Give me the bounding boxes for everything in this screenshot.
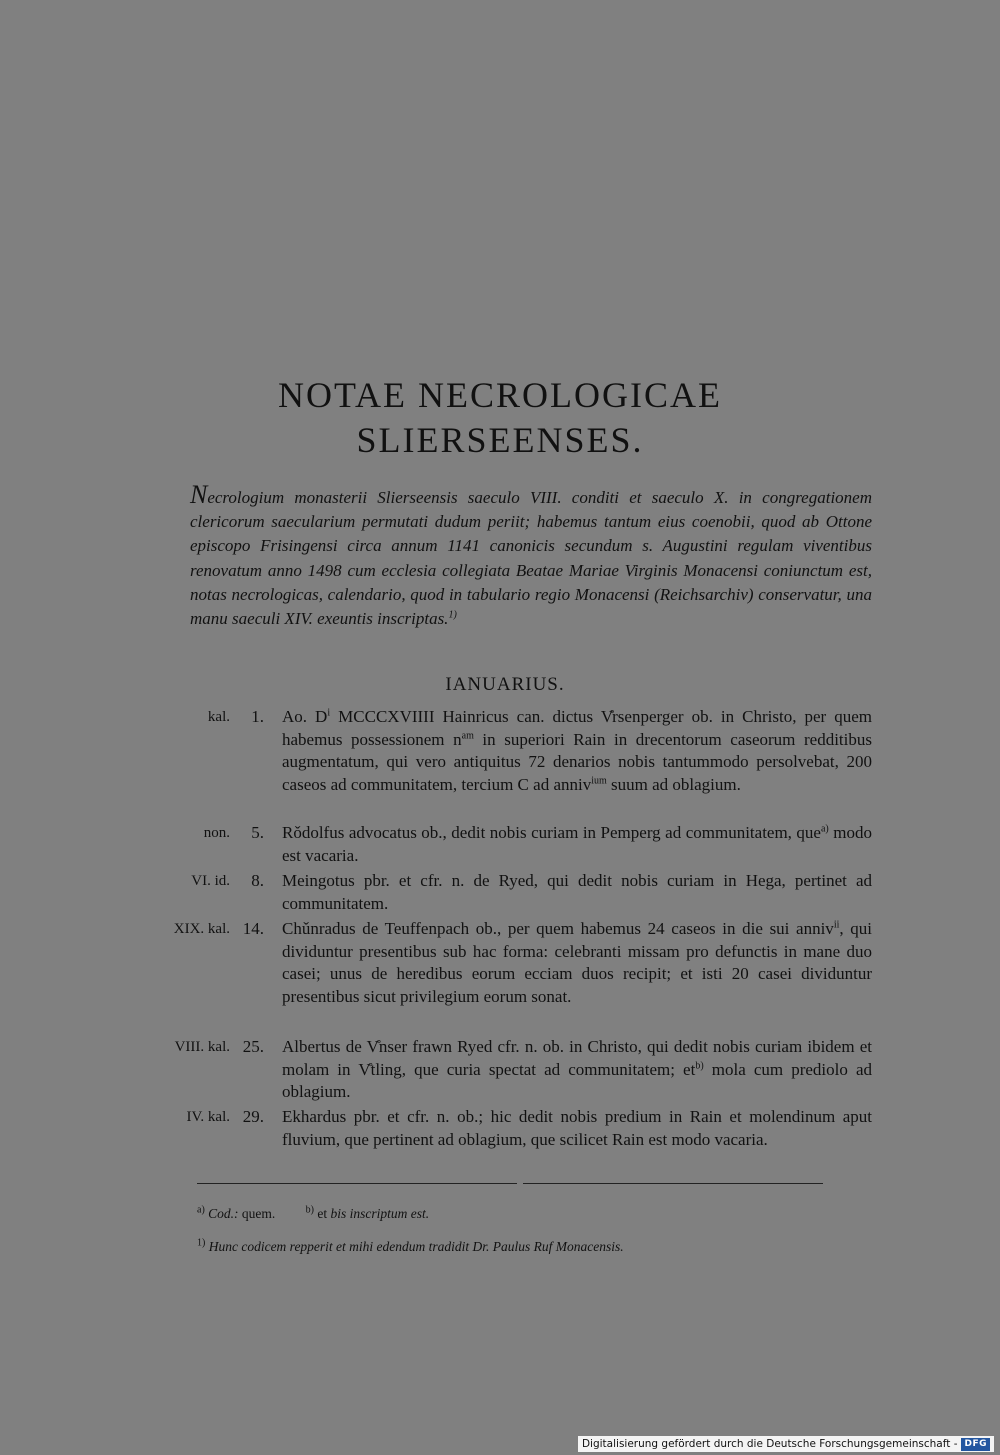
- entry-text: Ao. $D^i$ MCCCXVIIII Hainricus can. dictus V̊rsenperger ob. in Christo, per quem habemus possessionem $n^{am}$ in superiori Rain in drecentorum caseorum redditibus augmentatum, qui vero antiquitus 72 denarios nobis tantummodo persolvebat, 200 caseos ad communitatem, tercium C ad anniv$^{ium}$ suum ad oblagium.: [282, 707, 872, 794]
- entry-date: XIX. kal.: [173, 921, 230, 937]
- title-line-2: SLIERSEENSES.: [356, 420, 644, 460]
- footnote-divider-right: [523, 1183, 823, 1184]
- entry-date: VI. id.: [191, 873, 230, 889]
- footnote-1: $^{1)}$ Hunc codicem repperit et mihi edendum tradidit Dr. Paulus Ruf Monacensis.: [197, 1237, 624, 1254]
- entry-number: 14.: [242, 919, 264, 938]
- entry-number: 8.: [251, 871, 264, 890]
- entry-text: Chǔnradus de Teuffenpach ob., per quem habemus 24 caseos in die sui anniv$^{ii}$, qui dividuntur presentibus sub hac forma: celebranti missam pro defunctis in mane duo casei; unus de heredibus eorum ecciam duos recipit; et isti 20 casei dividuntur presentibus sicut privilegium eorum sonat.: [282, 919, 872, 1006]
- title-line-1: NOTAE NECROLOGICAE: [277, 375, 723, 415]
- drop-cap: N: [190, 480, 208, 509]
- footnote-ref-a: a): [820, 823, 829, 835]
- entry-date: non.: [203, 825, 230, 841]
- entry-date: kal.: [207, 709, 230, 725]
- month-heading: IANUARIUS.: [445, 674, 565, 695]
- footnote-divider-left: [197, 1183, 517, 1184]
- footnote-ref-b: b): [695, 1059, 704, 1071]
- footnote-ref-1: 1): [448, 609, 457, 621]
- intro-paragraph: [190, 480, 872, 631]
- dfg-logo-icon: DFG: [961, 1438, 990, 1451]
- entry-number: 5.: [251, 823, 264, 842]
- entry-text: Meingotus pbr. et cfr. n. de Ryed, qui dedit nobis curiam in Hega, pertinet ad communitatem.: [282, 871, 872, 913]
- entry-date: IV. kal.: [186, 1109, 230, 1125]
- intro-text: ecrologium monasterii Slierseensis saeculo VIII. conditi et saeculo X. in congregationem clericorum saecularium permutati dudum periit; habemus tantum eius coenobii, quod ab Ottone episcopo Frisingensi circa annum 1141 canonicis secundum s. Augustini regulam viventibus renovatum anno 1498 cum ecclesia collegiata Beatae Mariae Virginis Monacensi coniunctum est, notas necrologicas, calendario, quod in tabulario regio Monacensi (Reichsarchiv) conservatur, una manu saeculi XIV. exeuntis inscriptas.: [190, 488, 872, 629]
- entry-date: VIII. kal.: [174, 1039, 230, 1055]
- footer-text: Digitalisierung gefördert durch die Deutsche Forschungsgemeinschaft -: [581, 1438, 958, 1450]
- entry-number: 1.: [251, 707, 264, 726]
- entry-text: Rǒdolfus advocatus ob., dedit nobis curiam in Pemperg ad communitatem, que$^{a)}$ modo est vacaria.: [282, 823, 872, 865]
- digitization-footer: [578, 1436, 994, 1452]
- entry-text: Ekhardus pbr. et cfr. n. ob.; hic dedit nobis predium in Rain et molendinum aput fluvium, que pertinent ad oblagium, que scilicet Rain est modo vacaria.: [282, 1107, 872, 1149]
- entry-number: 25.: [242, 1037, 264, 1056]
- entry-text: Albertus de V̊nser frawn Ryed cfr. n. ob. in Christo, qui dedit nobis curiam ibidem et molam in V̊tling, que curia spectat ad communitatem; $et^{b)}$ mola cum prediolo ad oblagium.: [282, 1037, 872, 1101]
- entry-number: 29.: [242, 1107, 264, 1126]
- footnote-apparatus: $^{a)}$ Cod.: quem. $^{b)}$ et bis inscriptum est.: [197, 1204, 430, 1221]
